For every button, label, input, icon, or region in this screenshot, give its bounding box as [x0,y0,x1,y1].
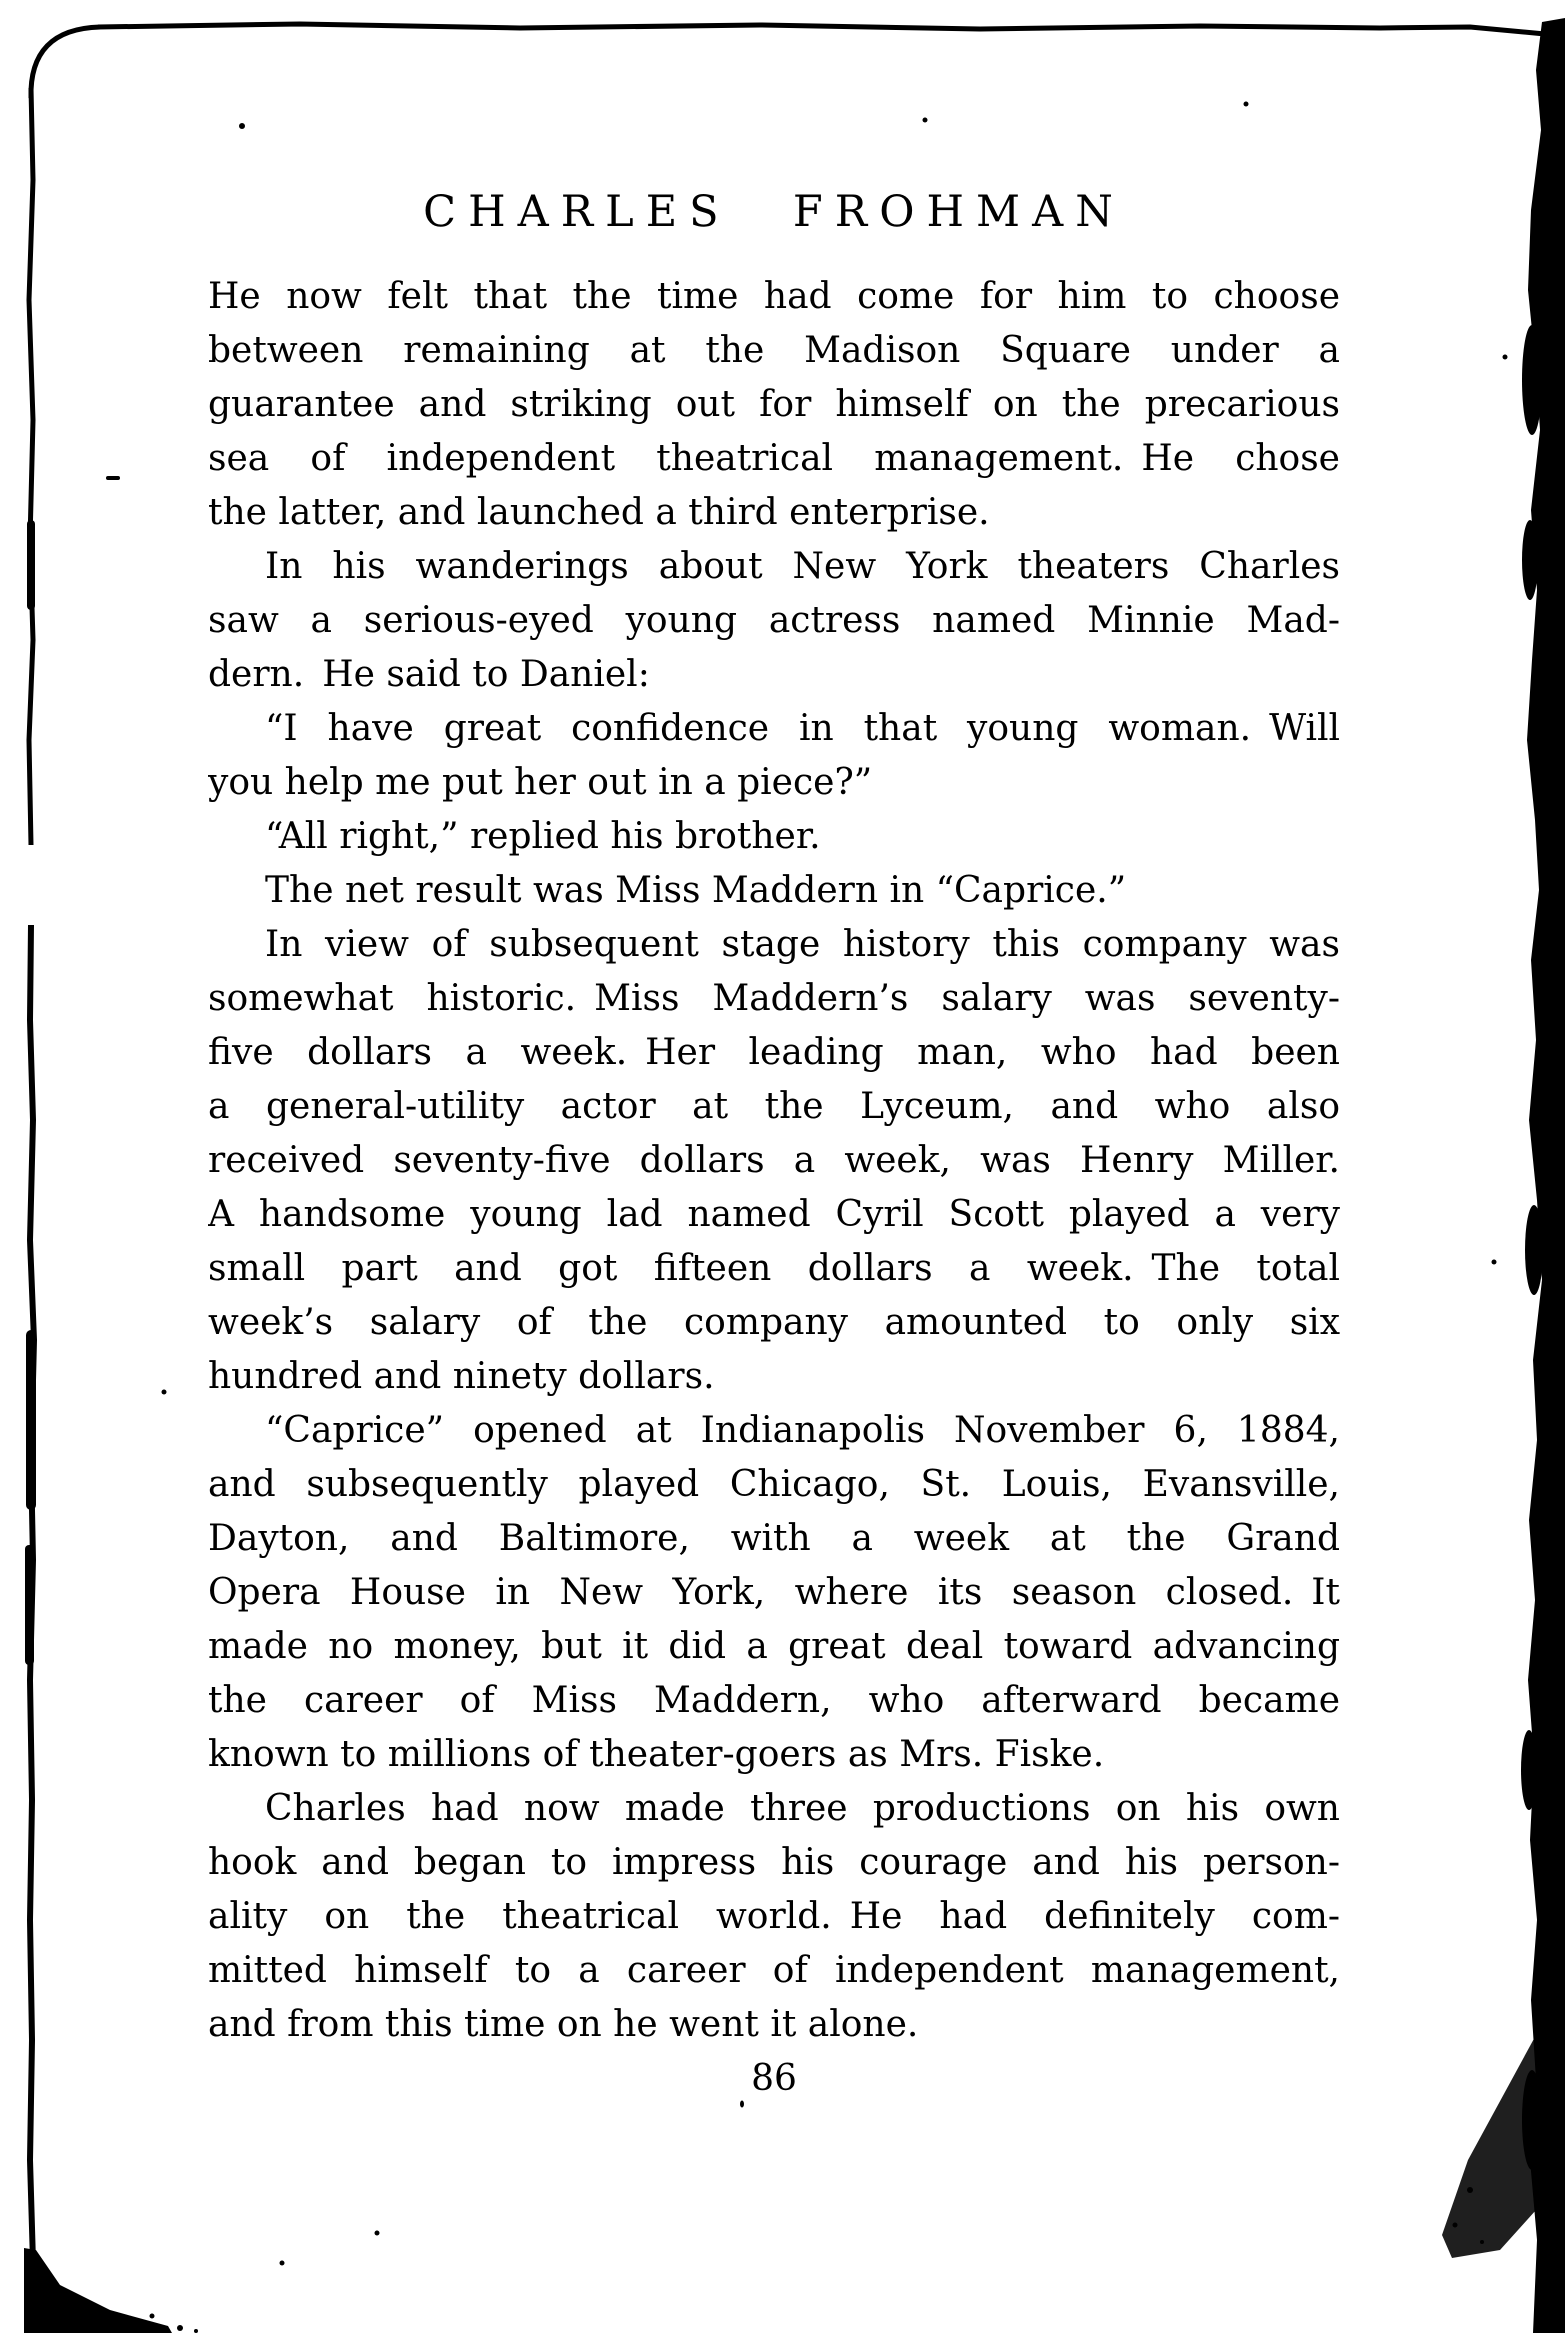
page-number: 86 [751,2058,797,2099]
text-line: between remaining at the Madison Square under a [208,330,1340,371]
text-line: made no money, but it did a great deal toward advancing [208,1626,1340,1667]
text-line: received seventy-five dollars a week, was Henry Miller. [208,1140,1340,1181]
text-line: The net result was Miss Maddern in “Caprice.” [265,870,1127,911]
text-line: In view of subsequent stage history this company was [265,924,1340,965]
scan-speck [1503,355,1508,360]
text-line: A handsome young lad named Cyril Scott played a very [208,1194,1340,1235]
page-title: CHARLES FROHMAN [423,187,1125,237]
text-line: a general-utility actor at the Lyceum, and who also [208,1086,1340,1127]
text-line: week’s salary of the company amounted to only six [208,1302,1340,1343]
scan-speck [239,123,245,129]
text-line: five dollars a week. Her leading man, who had been [208,1032,1340,1073]
scan-speck [280,2261,285,2266]
text-line: Opera House in New York, where its season closed. It [208,1572,1340,1613]
left-border-lower [30,925,34,2262]
scan-speck [1492,1260,1497,1265]
text-line: dern. He said to Daniel: [208,654,650,695]
text-line: He now felt that the time had come for him to choose [208,276,1340,317]
scan-speck [162,1390,167,1395]
text-line: Charles had now made three productions on his own [265,1788,1340,1829]
text-line: you help me put her out in a piece?” [208,762,873,803]
text-line: and subsequently played Chicago, St. Louis, Evansville, [208,1464,1340,1505]
left-border-blotch [27,520,35,610]
text-line: “I have great confidence in that young woman. Will [265,708,1340,749]
scan-speck [106,476,120,480]
left-border-upper [29,88,33,845]
text-line: Dayton, and Baltimore, with a week at the Grand [208,1518,1340,1559]
text-line: saw a serious-eyed young actress named Minnie Mad- [208,600,1340,641]
right-edge-band [1527,18,1565,2333]
scan-speck [923,118,928,123]
text-line: sea of independent theatrical management. He chose [208,438,1340,479]
text-line: In his wanderings about New York theaters Charles [265,546,1340,587]
text-line: small part and got fifteen dollars a week. The total [208,1248,1340,1289]
text-line: hook and began to impress his courage and his person- [208,1842,1340,1883]
text-line: “All right,” replied his brother. [265,816,821,857]
text-line: somewhat historic. Miss Maddern’s salary was seventy- [208,978,1340,1019]
text-line: and from this time on he went it alone. [208,2004,919,2045]
text-line: the latter, and launched a third enterprise. [208,492,990,533]
left-border-blotch [25,1545,34,1665]
text-line: the career of Miss Maddern, who afterward became [208,1680,1340,1721]
text-block [208,270,1340,2052]
text-line: “Caprice” opened at Indianapolis November 6, 1884, [265,1410,1340,1451]
bottom-right-smudge [1442,2035,1536,2258]
text-line: mitted himself to a career of independent management, [208,1950,1340,1991]
text-line: hundred and ninety dollars. [208,1356,715,1397]
text-line: known to millions of theater-goers as Mrs. Fiske. [208,1734,1105,1775]
left-border-blotch [26,1330,36,1510]
text-line: guarantee and striking out for himself on the precarious [208,384,1340,425]
text-line: ality on the theatrical world. He had definitely com- [208,1896,1340,1937]
bottom-left-ink-blob [24,2248,172,2333]
top-border-line [31,27,100,98]
top-border-line-2 [98,24,1545,34]
scan-speck [375,2231,380,2236]
scan-speck [1244,102,1249,107]
